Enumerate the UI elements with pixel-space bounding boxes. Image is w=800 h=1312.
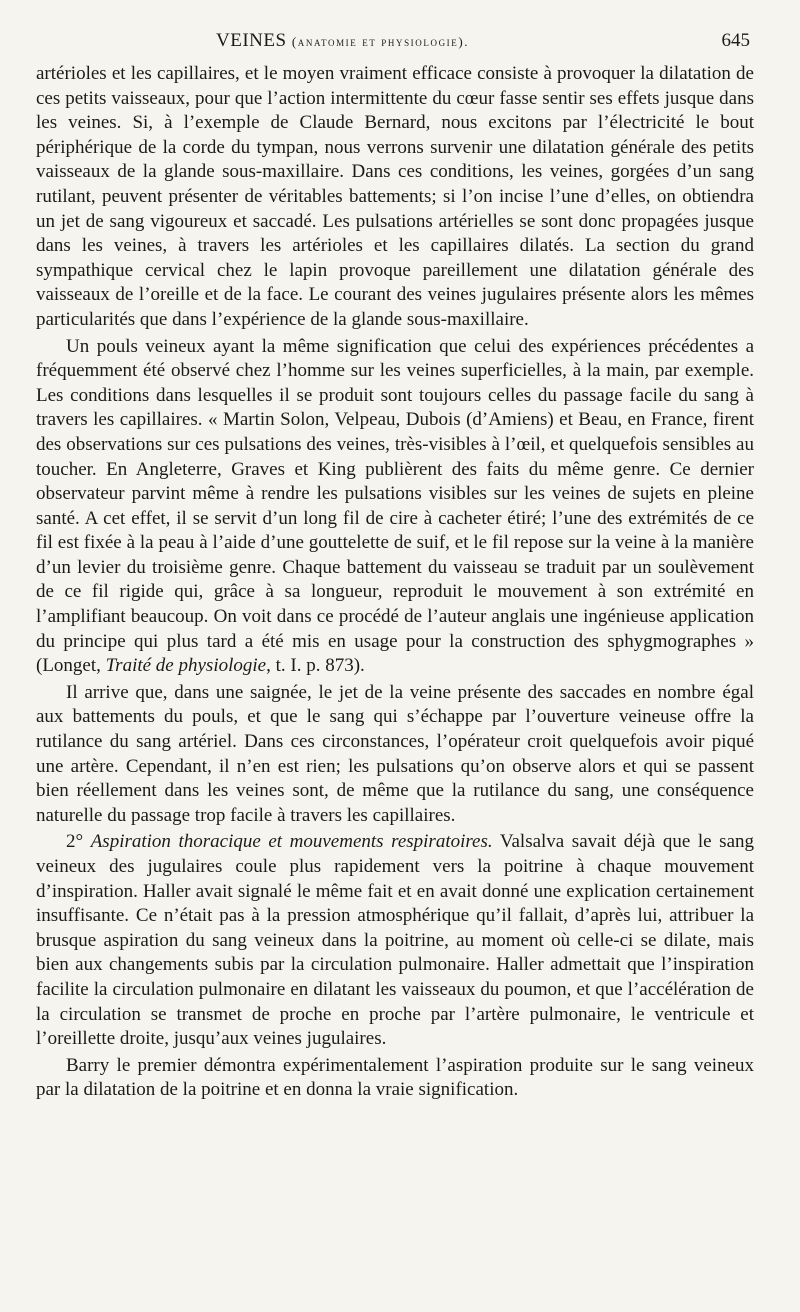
section-heading: Aspiration thoracique et mouvements respiratoires. bbox=[90, 831, 493, 853]
paragraph-bloodletting: Il arrive que, dans une saignée, le jet de la veine présente des saccades en nombre égal aux battements du pouls, et que le sang qui s’échappe par l’ouverture veineuse offre la rutilance du sang artériel. Dans ces circonstances, l’opérateur croit quelquefois avoir piqué une artère. Cependant, il n’en est rien; les pulsations qu’on observe alors et qui se passent bien réellement dans les veines sont, de même que la rutilance du sang, une conséquence naturelle du passage trop facile à travers les capillaires. bbox=[36, 681, 754, 826]
page-number: 645 bbox=[721, 30, 750, 51]
running-title-subtitle: (anatomie et physiologie). bbox=[291, 34, 470, 49]
paragraph-venous-pulse bbox=[36, 335, 754, 679]
body-text bbox=[36, 62, 754, 1103]
running-header bbox=[36, 28, 754, 62]
paragraph-thoracic-aspiration bbox=[36, 830, 754, 1051]
paragraph-text: Un pouls veineux ayant la même signification que celui des expériences précédentes a fréquemment été observé chez l’homme sur les veines superficielles, à la main, par exemple. Les conditions dans lesquelles il se produit sont toujours celles du passage facile du sang à travers les capillaires. « Martin Solon, Velpeau, Dubois (d’Amiens) et Beau, en France, firent des observations sur ces pulsations des veines, très-visibles à l’œil, et quelquefois sensibles au toucher. En Angleterre, Graves et King publièrent des faits du même genre. Ce dernier observateur parvint même à rendre les pulsations visibles sur les veines de sujets en pleine santé. A cet effet, il se servit d’un long fil de cire à cacheter étiré; l’une des extrémités de ce fil est fixée à la peau à l’aide d’une gouttelette de suif, et le fil repose sur la veine à la manière d’un levier du troisième genre. Chaque battement du vaisseau se traduit par un soulèvement de ce fil rigide qui, grâce à sa longueur, reproduit le mouvement à son extrémité en l’amplifiant beaucoup. On voit dans ce procédé de l’auteur anglais une ingénieuse application du principe qui plus tard a été mis en usage pour la construction des sphygmographes » (Longet, bbox=[36, 335, 754, 677]
running-title-main: VEINES bbox=[216, 30, 287, 51]
section-number: 2° bbox=[66, 831, 84, 853]
running-title bbox=[216, 30, 469, 52]
book-title: Traité de physiologie bbox=[105, 655, 267, 677]
paragraph-text: Valsalva savait déjà que le sang veineux des jugulaires coule plus rapidement vers la poitrine à chaque mouvement d’inspiration. Haller avait signalé le même fait et en avait donné une explication certainement insuffisante. Ce n’était pas à la pression atmosphérique qu’il fallait, d’après lui, attribuer la brusque aspiration du sang veineux dans la poitrine, au moment où celle-ci se dilate, mais bien aux changements subis par la circulation pulmonaire. Haller admettait que l’inspiration facilite la circulation pulmonaire en dilatant les vaisseaux du poumon, et que l’accélération de la circulation se transmet de proche en proche par l’artère pulmonaire, le ventricule et l’oreillette droite, jusqu’aux veines jugulaires. bbox=[36, 831, 755, 1050]
paragraph-continued: artérioles et les capillaires, et le moyen vraiment efficace consiste à provoquer la dilatation de ces petits vaisseaux, pour que l’action intermittente du cœur fasse sentir ses effets jusque dans les veines. Si, à l’exemple de Claude Bernard, nous excitons par l’électricité le bout périphérique de la corde du tympan, nous verrons survenir une dilatation générale des petits vaisseaux de la glande sous-maxillaire. Dans ces conditions, les veines, gorgées d’un sang rutilant, peuvent présenter de véritables battements; si l’on incise l’une d’elles, on obtiendra un jet de sang vigoureux et saccadé. Les pulsations artérielles se sont donc propagées jusque dans les veines, à travers les artérioles et les capillaires dilatés. La section du grand sympathique cervical chez le lapin provoque pareillement une dilatation générale des vaisseaux de l’oreille et de la face. Le courant des veines jugulaires présente alors les mêmes particularités que dans l’expérience de la glande sous-maxillaire. bbox=[36, 63, 754, 330]
paragraph-barry: Barry le premier démontra expérimentalement l’aspiration produite sur le sang veineux par la dilatation de la poitrine et en donna la vraie signification. bbox=[36, 1054, 754, 1101]
citation-tail: , t. I. p. 873). bbox=[266, 655, 365, 677]
